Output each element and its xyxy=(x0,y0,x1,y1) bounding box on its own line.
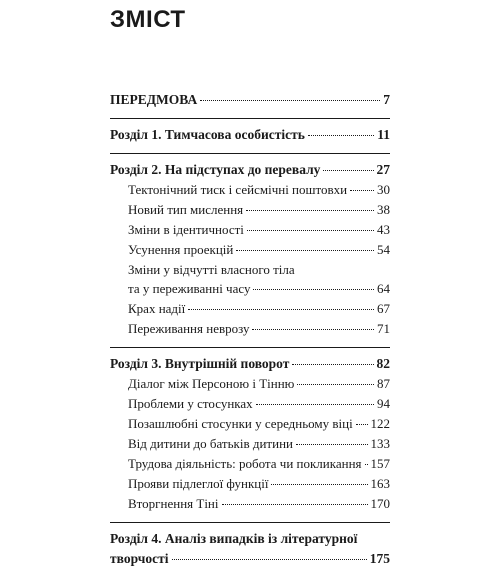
entry-label: Трудова діяльність: робота чи покликання xyxy=(128,456,362,471)
entry-label: Усунення проекцій xyxy=(128,242,234,257)
toc-entry-chapter-4-line1[interactable] xyxy=(110,529,390,549)
dot-leader xyxy=(252,328,374,330)
entry-page: 71 xyxy=(377,321,390,336)
toc-entry[interactable] xyxy=(110,374,390,394)
entry-page: 175 xyxy=(369,551,390,566)
entry-page: 87 xyxy=(377,376,390,391)
toc-entry[interactable] xyxy=(110,319,390,339)
dot-leader xyxy=(222,503,368,505)
entry-label: Вторгнення Тіні xyxy=(128,496,219,511)
dot-leader xyxy=(188,308,374,310)
dot-leader xyxy=(172,558,367,560)
entry-label-continued: творчості xyxy=(110,551,169,566)
entry-page: 27 xyxy=(376,162,390,177)
dot-leader xyxy=(236,249,374,251)
entry-page: 64 xyxy=(377,281,390,296)
entry-label: Розділ 1. Тимчасова особистість xyxy=(110,127,305,142)
entry-label: Крах надії xyxy=(128,301,186,316)
toc-entry-chapter-4[interactable] xyxy=(110,549,390,569)
dot-leader xyxy=(292,363,373,365)
page-title: ЗМІСТ xyxy=(110,6,186,33)
toc-entry[interactable] xyxy=(110,434,390,454)
dot-leader xyxy=(296,443,368,445)
toc-entry[interactable] xyxy=(110,279,390,299)
toc-entry-chapter-2[interactable] xyxy=(110,160,390,180)
entry-page: 94 xyxy=(377,396,390,411)
dot-leader xyxy=(356,423,368,425)
toc-entry[interactable] xyxy=(110,200,390,220)
entry-label: Від дитини до батьків дитини xyxy=(128,436,293,451)
entry-page: 38 xyxy=(377,202,390,217)
entry-label: Переживання неврозу xyxy=(128,321,250,336)
toc-entry[interactable] xyxy=(110,240,390,260)
entry-label: ПЕРЕДМОВА xyxy=(110,92,198,107)
entry-page: 11 xyxy=(377,127,390,142)
dot-leader xyxy=(297,383,374,385)
dot-leader xyxy=(256,403,374,405)
entry-page: 30 xyxy=(377,182,390,197)
entry-label: Розділ 2. На підступах до перевалу xyxy=(110,162,321,177)
toc-entry-chapter-3[interactable] xyxy=(110,354,390,374)
entry-label: Позашлюбні стосунки у середньому віці xyxy=(128,416,353,431)
entry-label: Розділ 4. Аналіз випадків із літературної xyxy=(110,531,358,546)
entry-label-continued: та у переживанні часу xyxy=(128,281,251,296)
entry-page: 157 xyxy=(370,456,390,471)
dot-leader xyxy=(365,463,368,465)
dot-leader xyxy=(350,189,374,191)
entry-page: 170 xyxy=(370,496,390,511)
entry-page: 122 xyxy=(370,416,390,431)
dot-leader xyxy=(253,288,374,290)
entry-page: 133 xyxy=(370,436,390,451)
toc-entry[interactable] xyxy=(110,299,390,319)
entry-page: 7 xyxy=(383,92,390,107)
toc-entry-chapter-1[interactable] xyxy=(110,125,390,145)
entry-label: Зміни у відчутті власного тіла xyxy=(128,262,295,277)
toc-entry[interactable] xyxy=(110,494,390,514)
toc-entry[interactable] xyxy=(110,180,390,200)
table-of-contents xyxy=(110,90,390,569)
toc-entry[interactable] xyxy=(110,220,390,240)
toc-entry[interactable] xyxy=(110,454,390,474)
dot-leader xyxy=(271,483,367,485)
toc-entry-line1[interactable] xyxy=(110,260,390,279)
toc-entry[interactable] xyxy=(110,414,390,434)
dot-leader xyxy=(200,99,380,101)
entry-page: 54 xyxy=(377,242,390,257)
entry-label: Прояви підлеглої функції xyxy=(128,476,269,491)
entry-label: Тектонічний тиск і сейсмічні поштовхи xyxy=(128,182,348,197)
entry-label: Проблеми у стосунках xyxy=(128,396,253,411)
dot-leader xyxy=(246,209,374,211)
entry-label: Розділ 3. Внутрішній поворот xyxy=(110,356,290,371)
toc-entry[interactable] xyxy=(110,474,390,494)
entry-label: Зміни в ідентичності xyxy=(128,222,244,237)
dot-leader xyxy=(247,229,374,231)
entry-page: 43 xyxy=(377,222,390,237)
entry-page: 67 xyxy=(377,301,390,316)
dot-leader xyxy=(323,169,373,171)
toc-entry[interactable] xyxy=(110,394,390,414)
toc-entry-preface[interactable] xyxy=(110,90,390,110)
entry-page: 163 xyxy=(370,476,390,491)
entry-page: 82 xyxy=(376,356,390,371)
entry-label: Діалог між Персоною і Тінню xyxy=(128,376,295,391)
dot-leader xyxy=(308,134,374,136)
entry-label: Новий тип мислення xyxy=(128,202,244,217)
